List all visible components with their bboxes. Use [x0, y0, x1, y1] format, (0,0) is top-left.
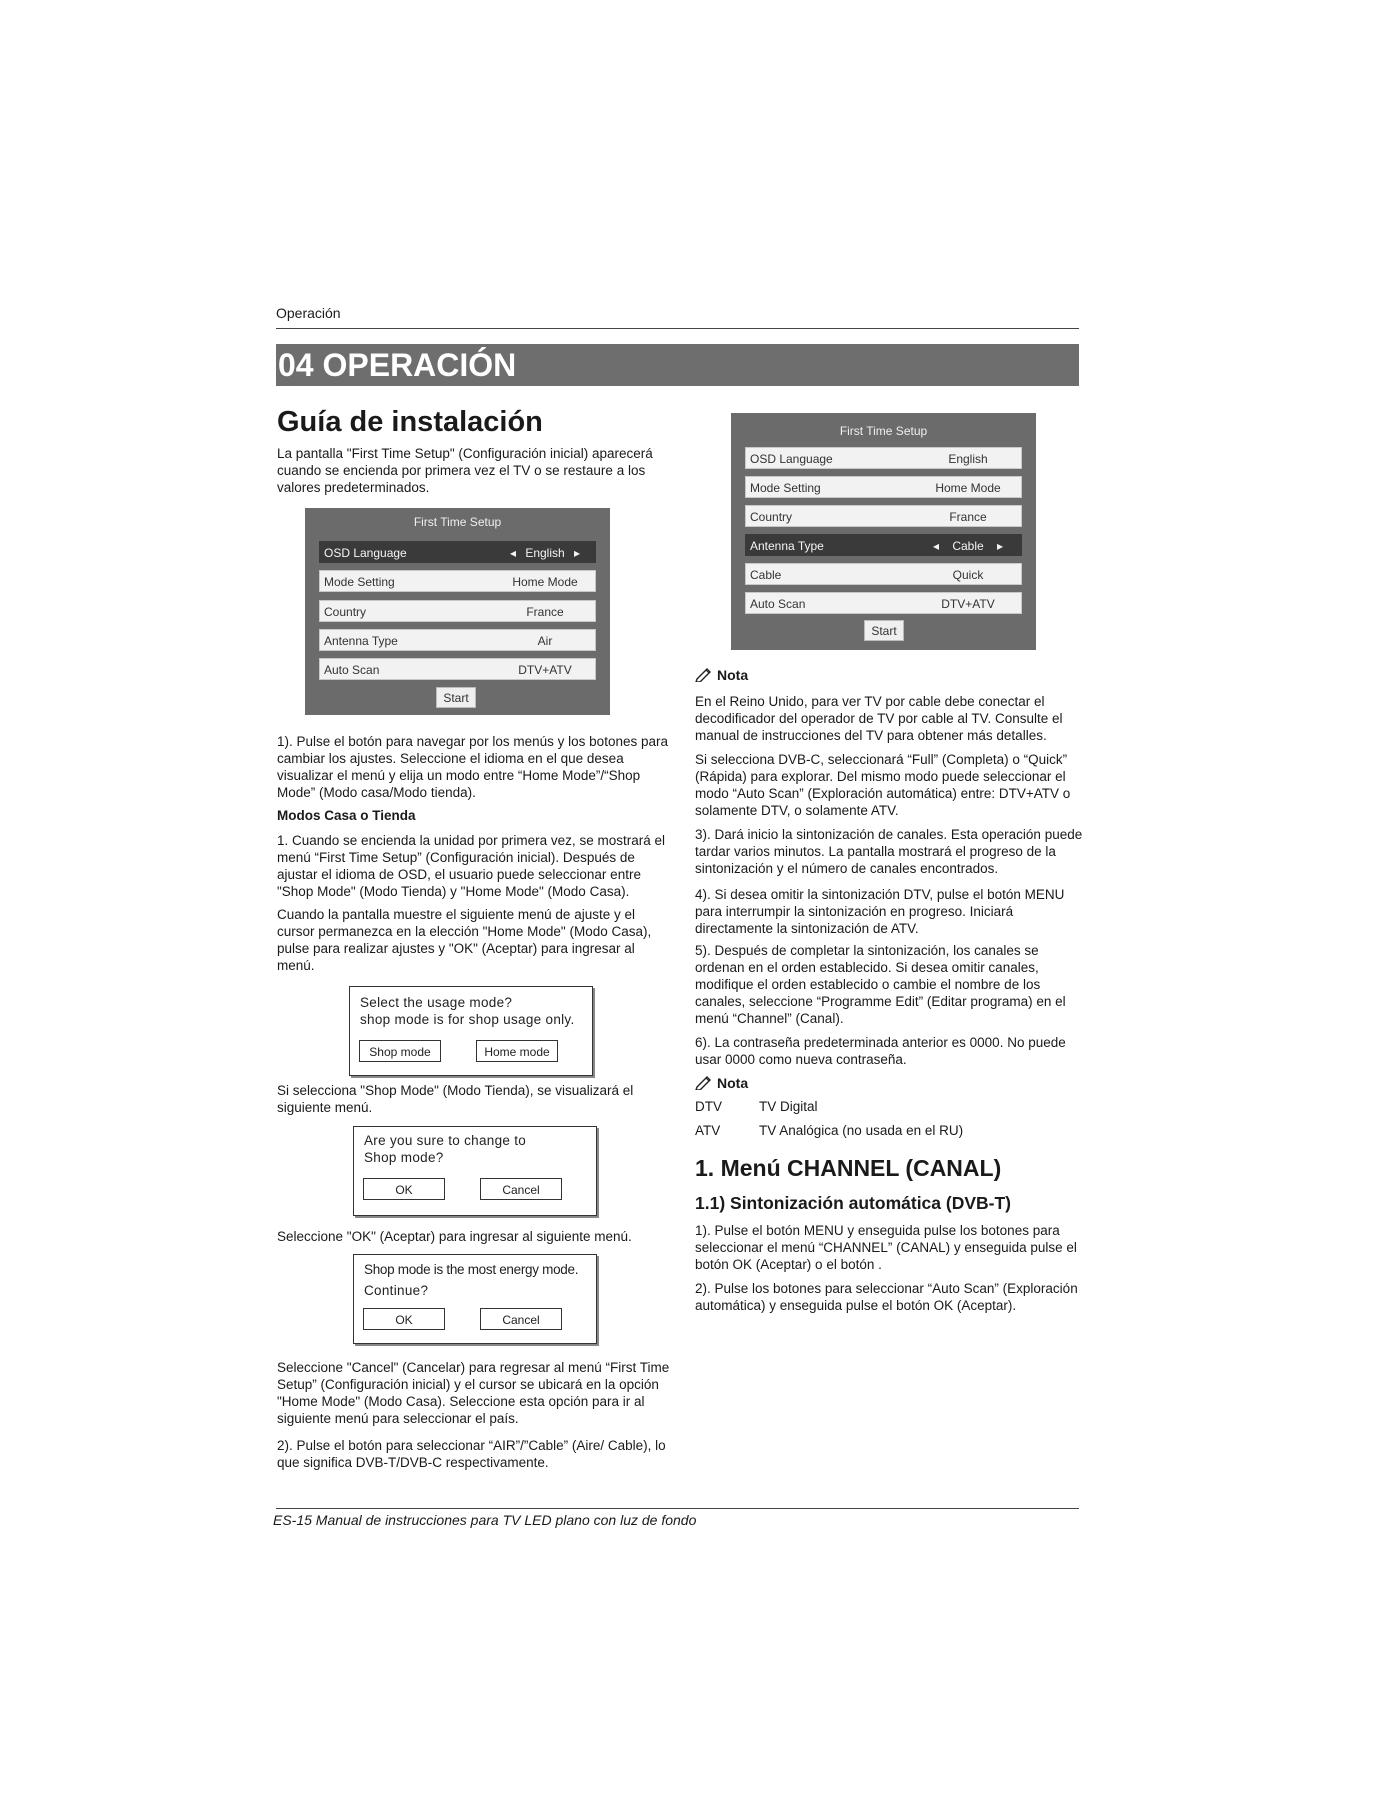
osd-row-language[interactable] [319, 541, 596, 563]
note-heading: Nota [695, 666, 748, 683]
osd-row-value: ◂ English ▸ [509, 546, 581, 560]
usage-mode-dialog [349, 986, 593, 1076]
step4-paragraph: 4). Si desea omitir la sintonización DTV, pulse el botón MENU para interrumpir la sintonización en progreso. Iniciará directamente la sintonización de ATV. [695, 887, 1065, 936]
osd-row-value: DTV+ATV [941, 597, 995, 611]
def-term: DTV [695, 1099, 722, 1114]
osd-row-label: Antenna Type [324, 634, 398, 648]
osd-row-value: Home Mode [512, 575, 578, 589]
arrow-left-icon[interactable]: ◂ [932, 539, 939, 553]
osd-row-autoscan[interactable] [319, 658, 596, 680]
osd-row-mode[interactable] [745, 476, 1022, 498]
page-footer: ES-15 Manual de instrucciones para TV LED plano con luz de fondo [273, 1512, 697, 1528]
first-time-setup-menu [305, 508, 610, 715]
start-button[interactable]: Start [864, 620, 904, 641]
section-title: 1. Menú CHANNEL (CANAL) [695, 1155, 1002, 1181]
cancel-paragraph: Seleccione "Cancel" (Cancelar) para regresar al menú “First Time Setup” (Configuración inicial) y el cursor se ubicará en la opción "Home Mode" (Modo Casa). Seleccione esta opción para ir al siguiente menú para seleccionar el país. [277, 1360, 670, 1426]
osd-row-label: Auto Scan [750, 597, 806, 611]
osd-row-value: Home Mode [935, 481, 1001, 495]
dialog-message: Select the usage mode? [360, 995, 513, 1010]
chapter-banner: 04 OPERACIÓN [276, 344, 1079, 386]
osd-row-value: France [526, 605, 564, 619]
step6-paragraph: 6). La contraseña predeterminada anterior es 0000. No puede usar 0000 como nueva contraseña. [695, 1035, 1066, 1067]
osd-row-label: Mode Setting [750, 481, 821, 495]
osd-row-cable[interactable] [745, 563, 1022, 585]
osd-row-value: Quick [952, 568, 984, 582]
confirm-shop-dialog [353, 1126, 597, 1216]
osd-row-value: DTV+ATV [518, 663, 572, 677]
osd-row-label: OSD Language [750, 452, 833, 466]
osd-row-label: Country [324, 605, 367, 619]
dialog-message: Shop mode is the most energy mode. [364, 1262, 579, 1277]
cursor-paragraph: Cuando la pantalla muestre el siguiente menú de ajuste y el cursor permanezca en la elección "Home Mode" (Modo Casa), pulse para realizar ajustes y "OK" (Aceptar) para ingresar al menú. [277, 907, 652, 973]
osd-row-value: ◂ Cable ▸ [932, 539, 1004, 553]
shop-mode-paragraph: Si selecciona "Shop Mode" (Modo Tienda), se visualizará el siguiente menú. [277, 1083, 634, 1115]
osd-row-language[interactable] [745, 447, 1022, 469]
ok-button[interactable]: OK [363, 1308, 445, 1330]
footer-rule [276, 1508, 1079, 1509]
step3-paragraph: 3). Dará inicio la sintonización de canales. Esta operación puede tardar varios minutos. La pantalla mostrará el progreso de la sintonización y el número de canales encontrados. [695, 827, 1083, 876]
note-paragraph: En el Reino Unido, para ver TV por cable debe conectar el decodificador del operador de TV por cable al TV. Consulte el manual de instrucciones del TV para obtener más detalles. [695, 694, 1063, 743]
arrow-right-icon[interactable]: ▸ [997, 539, 1004, 553]
subsection-title: 1.1) Sintonización automática (DVB-T) [695, 1193, 1011, 1213]
modes-heading: Modos Casa o Tienda [277, 808, 416, 823]
page-title: Guía de instalación [277, 406, 543, 438]
def-desc: TV Digital [759, 1099, 818, 1114]
osd-row-value: English [948, 452, 988, 466]
pencil-icon [695, 1074, 713, 1090]
channel-step2: 2). Pulse los botones para seleccionar “Auto Scan” (Exploración automática) y enseguida pulse el botón OK (Aceptar). [695, 1281, 1078, 1313]
def-desc: TV Analógica (no usada en el RU) [759, 1123, 964, 1138]
arrow-left-icon[interactable]: ◂ [509, 546, 516, 560]
osd-row-label: OSD Language [324, 546, 407, 560]
osd-title: First Time Setup [413, 515, 502, 529]
header-rule [276, 328, 1079, 329]
cancel-button[interactable]: Cancel [480, 1178, 562, 1200]
osd-row-country[interactable] [319, 600, 596, 622]
arrow-right-icon[interactable]: ▸ [574, 546, 581, 560]
note-heading: Nota [695, 1074, 748, 1091]
step1-paragraph: 1). Pulse el botón para navegar por los menús y los botones para cambiar los ajustes. Seleccione el idioma en el que desea visualizar el menú y elija un modo entre “Home Mode”/“Shop Mode” (Modo casa/Modo tienda). [277, 734, 668, 800]
dialog-message: Are you sure to change to [364, 1133, 527, 1148]
shop-mode-button[interactable]: Shop mode [359, 1040, 441, 1062]
def-term: ATV [695, 1123, 721, 1138]
start-button[interactable]: Start [436, 687, 476, 708]
intro-paragraph: La pantalla "First Time Setup" (Configuración inicial) aparecerá cuando se encienda por primera vez el TV o se restaure a los valores predeterminados. [277, 446, 653, 495]
osd-row-mode[interactable] [319, 570, 596, 592]
osd-row-country[interactable] [745, 505, 1022, 527]
modes-paragraph: 1. Cuando se encienda la unidad por primera vez, se mostrará el menú “First Time Setup” (Configuración inicial). Después de ajustar el idioma de OSD, el usuario puede seleccionar entre "Shop Mode" (Modo Tienda) y "Home Mode" (Modo Casa). [277, 833, 665, 899]
pencil-icon [695, 666, 713, 682]
ok-paragraph: Seleccione "OK" (Aceptar) para ingresar al siguiente menú. [277, 1229, 632, 1244]
ok-button[interactable]: OK [363, 1178, 445, 1200]
home-mode-button[interactable]: Home mode [476, 1040, 558, 1062]
energy-mode-dialog [353, 1254, 597, 1344]
cancel-button[interactable]: Cancel [480, 1308, 562, 1330]
osd-row-label: Antenna Type [750, 539, 824, 553]
osd-title: First Time Setup [839, 424, 928, 438]
channel-step1: 1). Pulse el botón MENU y enseguida pulse los botones para seleccionar el menú “CHANNEL” (CANAL) y enseguida pulse el botón OK (Aceptar) o el botón . [695, 1223, 1077, 1272]
osd-row-label: Auto Scan [324, 663, 380, 677]
osd-row-label: Cable [750, 568, 782, 582]
osd-row-antenna[interactable] [745, 534, 1022, 556]
osd-row-value: Air [537, 634, 553, 648]
step5-paragraph: 5). Después de completar la sintonización, los canales se ordenan en el orden establecido. Si desea omitir canales, modifique el orden establecido o cambie el nombre de los canales, seleccione “Programme Edit” (Editar programa) en el menú “Channel” (Canal). [695, 943, 1066, 1026]
osd-row-antenna[interactable] [319, 629, 596, 651]
osd-row-autoscan[interactable] [745, 592, 1022, 614]
osd-row-label: Mode Setting [324, 575, 395, 589]
first-time-setup-menu-cable [731, 413, 1036, 650]
step2-paragraph: 2). Pulse el botón para seleccionar “AIR”/”Cable” (Aire/ Cable), lo que significa DVB-T/DVB-C respectivamente. [277, 1438, 666, 1470]
dialog-message: shop mode is for shop usage only. [360, 1012, 575, 1027]
dialog-message: Continue? [364, 1283, 429, 1298]
dvbc-paragraph: Si selecciona DVB-C, seleccionará “Full” (Completa) o “Quick” (Rápida) para explorar. Del mismo modo puede seleccionar el modo “Auto Scan” (Exploración automática) entre: DTV+ATV o solamente DTV, o solamente ATV. [695, 752, 1071, 818]
osd-row-value: France [949, 510, 987, 524]
running-header: Operación [276, 305, 341, 321]
dialog-message: Shop mode? [364, 1150, 444, 1165]
osd-row-label: Country [750, 510, 793, 524]
